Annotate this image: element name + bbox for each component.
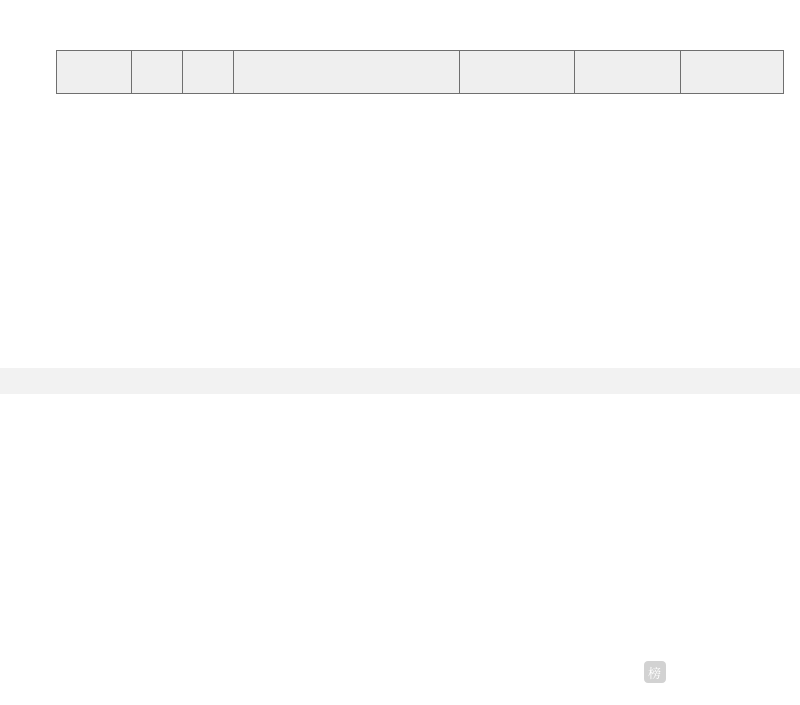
column-header-status bbox=[460, 51, 575, 94]
column-header-related bbox=[681, 51, 784, 94]
column-header-sex bbox=[132, 51, 183, 94]
column-header-post bbox=[234, 51, 460, 94]
remuneration-table-part1 bbox=[56, 50, 784, 94]
watermark-badge-icon: 榜 bbox=[644, 661, 666, 683]
table-header-row bbox=[57, 51, 784, 94]
column-header-age bbox=[183, 51, 234, 94]
column-header-pay bbox=[575, 51, 681, 94]
watermark bbox=[640, 655, 788, 689]
column-header-name bbox=[57, 51, 132, 94]
page-break-band bbox=[0, 368, 800, 394]
